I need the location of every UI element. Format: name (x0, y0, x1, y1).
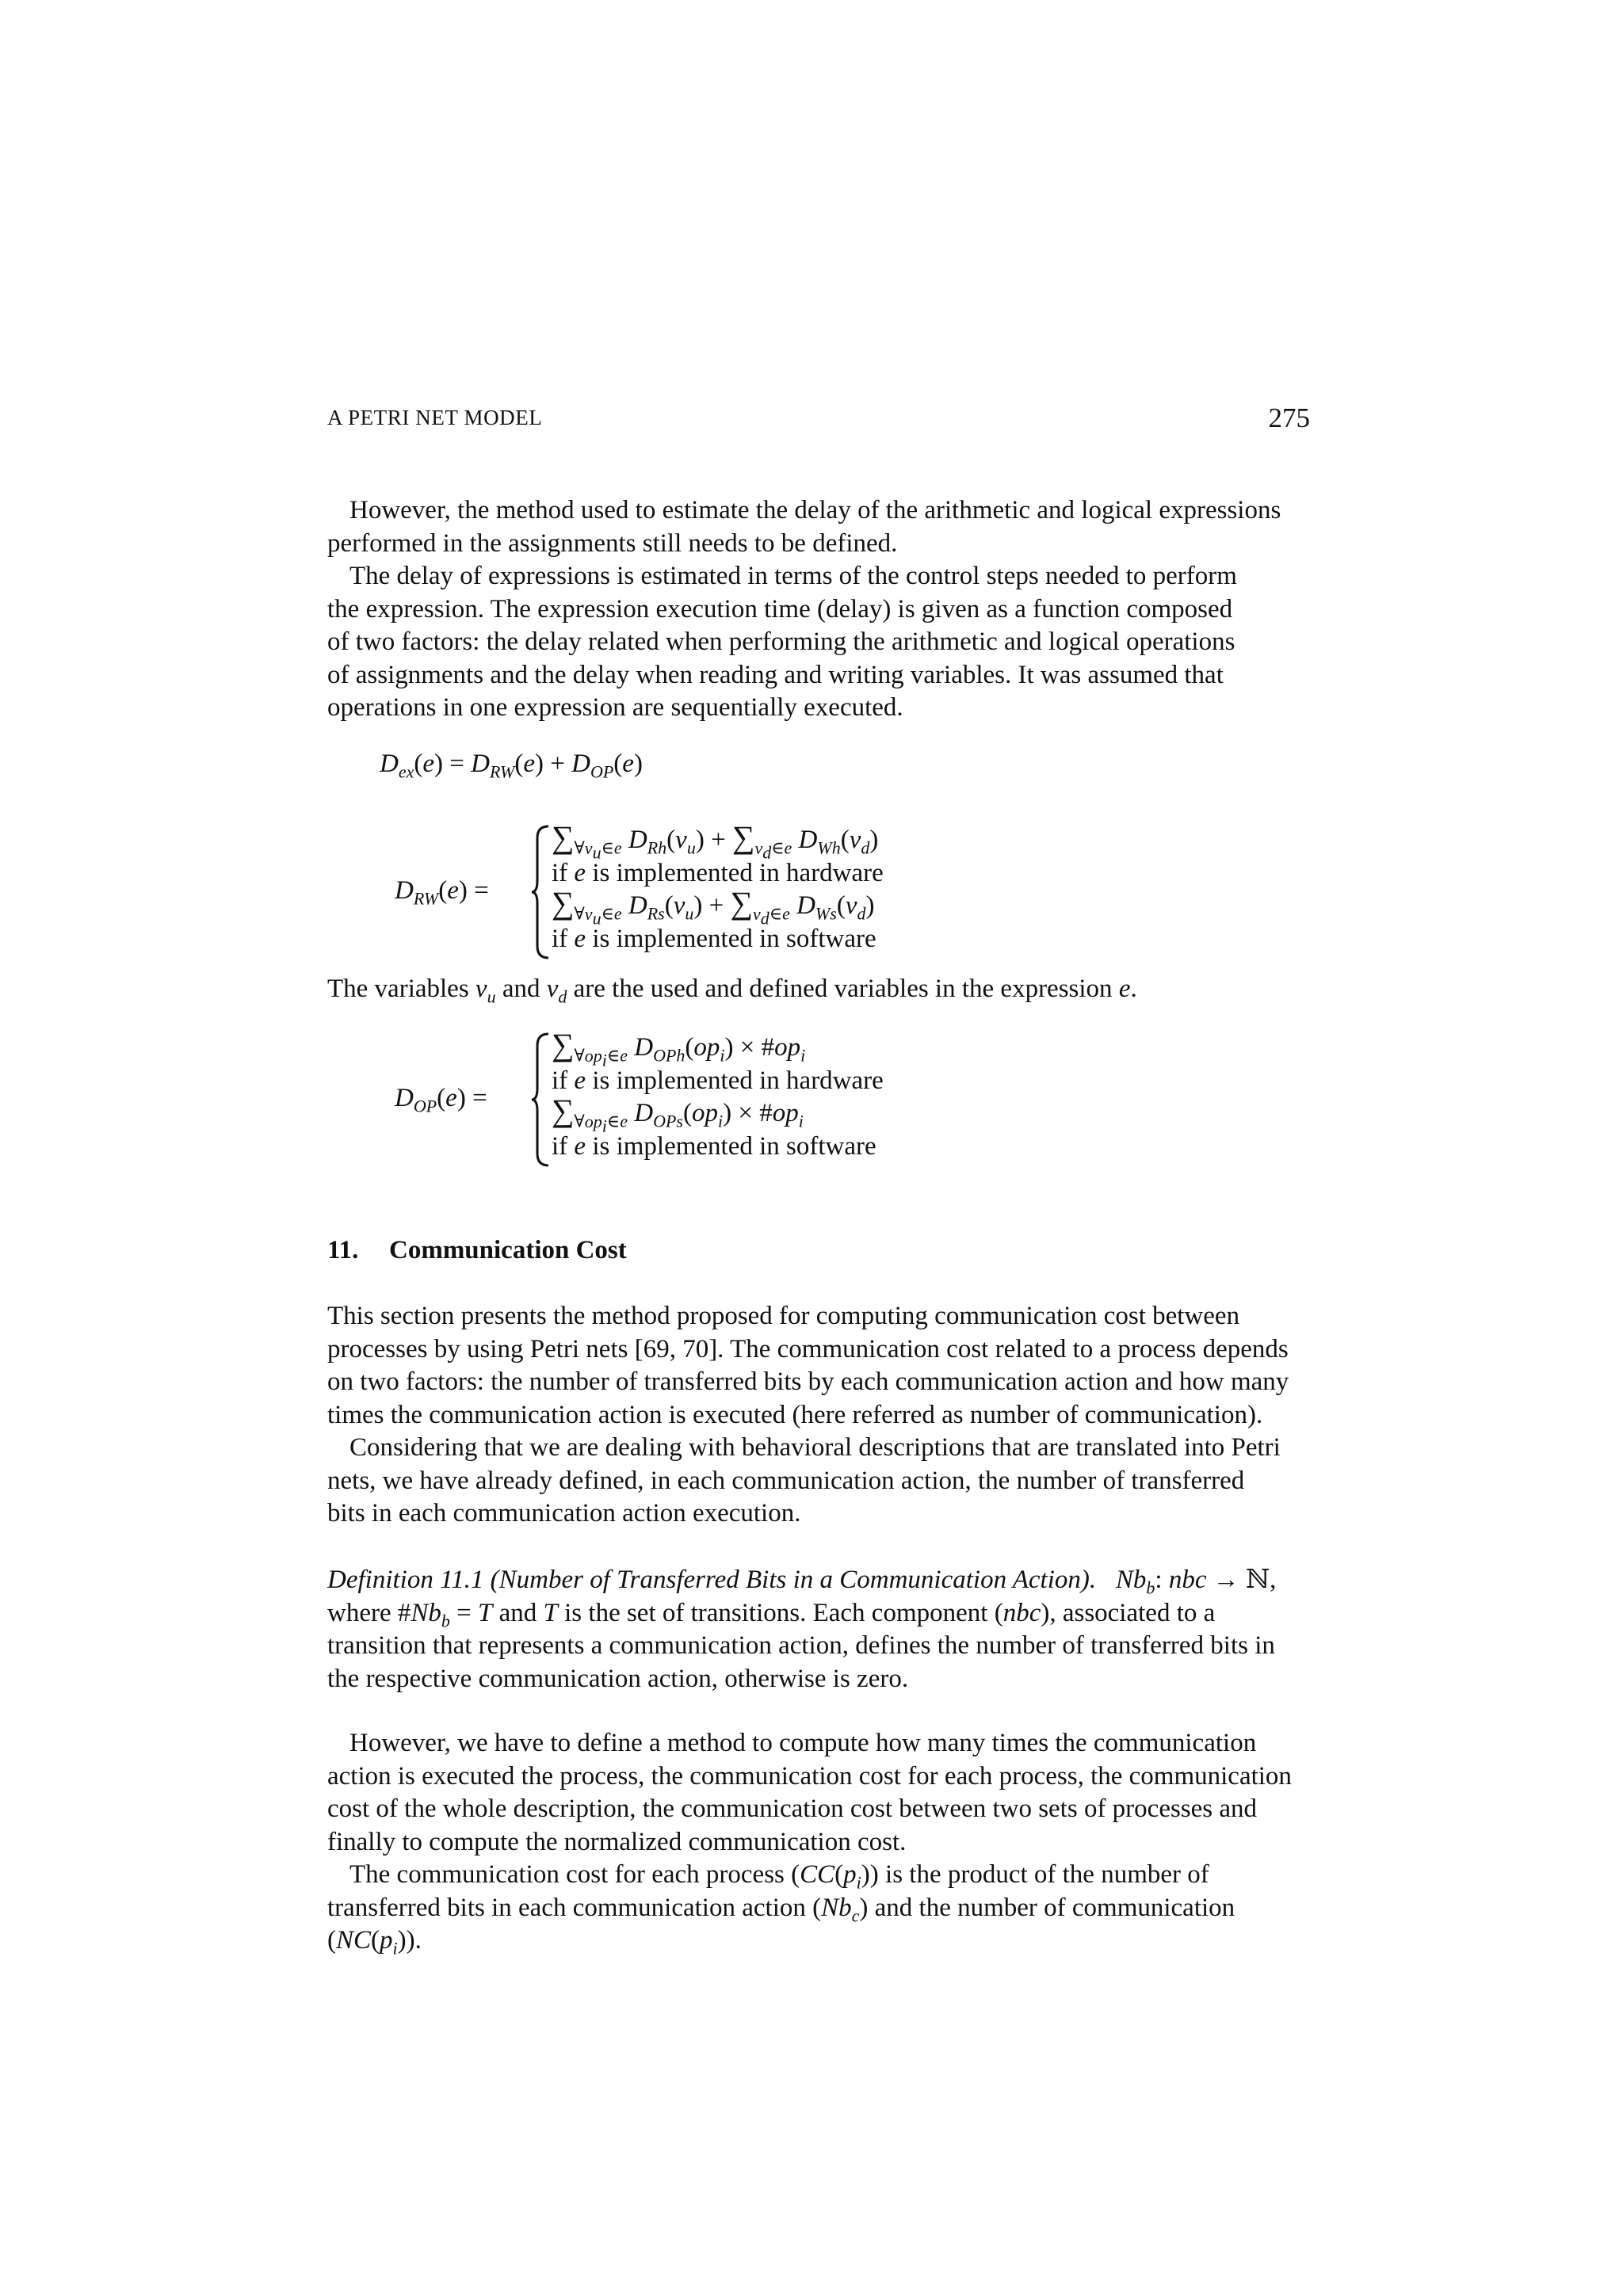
equation-drw (395, 819, 1187, 959)
case-software-condition: if e is implemented in software (552, 1131, 876, 1161)
text-line: transition that represents a communication action, defines the number of transferred bits in (327, 1631, 1275, 1660)
text-line: times the communication action is executed (here referred as number of communication). (327, 1400, 1263, 1429)
left-brace-icon (531, 1032, 552, 1168)
case-hardware-condition: if e is implemented in hardware (552, 1066, 884, 1095)
case-software-condition: if e is implemented in software (552, 924, 876, 953)
text-line: processes by using Petri nets [69, 70]. The communication cost related to a process depends (327, 1334, 1289, 1363)
paragraph-communication-method: However, we have to define a method to compute how many times the communication action is executed the process, the communication cost for each process, the communication cost of the whole description, the communication cost between two sets of processes and finally to compute the normalized communication cost. The communication cost for each process $(CC(p_i))$ is the product of the number of transferred bits in each communication action $(Nb_c)$ and the number of communication $(NC(p_i))$. (327, 1727, 1310, 1958)
cases-block (552, 1027, 884, 1163)
paragraph-communication-intro (327, 1300, 1310, 1531)
section-heading (327, 1236, 627, 1265)
section-title: Communication Cost (389, 1236, 627, 1264)
text-line: finally to compute the normalized communication cost. (327, 1827, 907, 1856)
text-line: Considering that we are dealing with behavioral descriptions that are translated into Petri (349, 1433, 1281, 1462)
text-line: the expression. The expression execution time (delay) is given as a function composed (327, 594, 1233, 624)
text-line: the respective communication action, otherwise is zero. (327, 1664, 909, 1693)
text-fragment: and (502, 974, 540, 1003)
text-line: nets, we have already defined, in each communication action, the number of transferred (327, 1466, 1245, 1495)
equation-lhs: $D_{RW}(e)$ = (395, 876, 489, 909)
text-line: The delay of expressions is estimated in terms of the control steps needed to perform (349, 562, 1237, 590)
case-hardware-expression: $\sum_{\forall v_u\in e}$ $D_{Rh}(v_u) + \sum_{v_d\in e}$ $D_{Wh}(v_d)$ (552, 819, 879, 862)
equation-lhs: $D_{OP}(e)$ = (395, 1084, 487, 1116)
paragraph-delay-intro (327, 494, 1310, 725)
text-line: of two factors: the delay related when performing the arithmetic and logical operations (327, 627, 1235, 656)
page-number: 275 (1268, 402, 1310, 433)
definition-11-1: Definition 11.1 (Number of Transferred Bits in a Communication Action). $Nb_b$: nbc → ℕ, where $\#Nb_b = T$ and T is the set of transitions. Each component (nbc), associated to a transition that represents a communication action, defines the number of transferred bits in the respective communication action, otherwise is zero. (327, 1564, 1310, 1695)
text-line: on two factors: the number of transferred bits by each communication action and how many (327, 1367, 1289, 1396)
text-fragment: transferred bits in each communication action ( (327, 1893, 822, 1922)
case-software-expression: $\sum_{\forall op_i\in e}$ $D_{OPs}(op_i)$ × $\#op_i$ (552, 1093, 804, 1135)
case-hardware-condition: if e is implemented in hardware (552, 858, 884, 887)
text-fragment: ) and the number of communication (859, 1893, 1235, 1922)
text-fragment: The variables (327, 974, 469, 1003)
left-brace-icon (531, 824, 552, 960)
text-line: However, the method used to estimate the delay of the arithmetic and logical expressions (349, 496, 1281, 524)
cases-block (552, 819, 884, 955)
text-fragment: is the set of transitions. Each component ( (564, 1598, 1003, 1627)
case-hardware-expression: $\sum_{\forall op_i\in e}$ $D_{OPh}(op_i)$ × $\#op_i$ (552, 1027, 806, 1070)
text-line: cost of the whole description, the communication cost between two sets of processes and (327, 1794, 1258, 1823)
paragraph-variables: The variables $v_u$ and $v_d$ are the used and defined variables in the expression e. (327, 974, 1137, 1007)
text-line: performed in the assignments still needs to be defined. (327, 528, 898, 558)
definition-label: Definition 11.1 (Number of Transferred Bits in a Communication Action). (327, 1566, 1097, 1594)
text-fragment: ), associated to a (1041, 1598, 1216, 1627)
page-header (327, 402, 1310, 442)
text-line: operations in one expression are sequentially executed. (327, 693, 903, 722)
case-software-expression: $\sum_{\forall v_u\in e}$ $D_{Rs}(v_u) + \sum_{v_d\in e}$ $D_{Ws}(v_d)$ (552, 885, 875, 928)
text-fragment: and (498, 1598, 537, 1627)
text-fragment: ) is the product of the number of (869, 1860, 1209, 1889)
text-fragment: are the used and defined variables in the expression (573, 974, 1113, 1003)
text-line: bits in each communication action execution. (327, 1499, 801, 1527)
running-head: A PETRI NET MODEL (327, 406, 543, 429)
section-number: 11. (327, 1236, 359, 1264)
text-line: However, we have to define a method to compute how many times the communication (349, 1729, 1257, 1757)
text-fragment: The communication cost for each process ( (349, 1860, 800, 1889)
text-line: action is executed the process, the communication cost for each process, the communication (327, 1761, 1292, 1791)
text-line: This section presents the method proposed for computing communication cost between (327, 1302, 1240, 1330)
text-line: of assignments and the delay when reading and writing variables. It was assumed that (327, 660, 1224, 689)
equation-dop (395, 1027, 1187, 1166)
equation-dex: $D_{ex}(e) = D_{RW}(e) + D_{OP}(e)$ (380, 749, 643, 782)
